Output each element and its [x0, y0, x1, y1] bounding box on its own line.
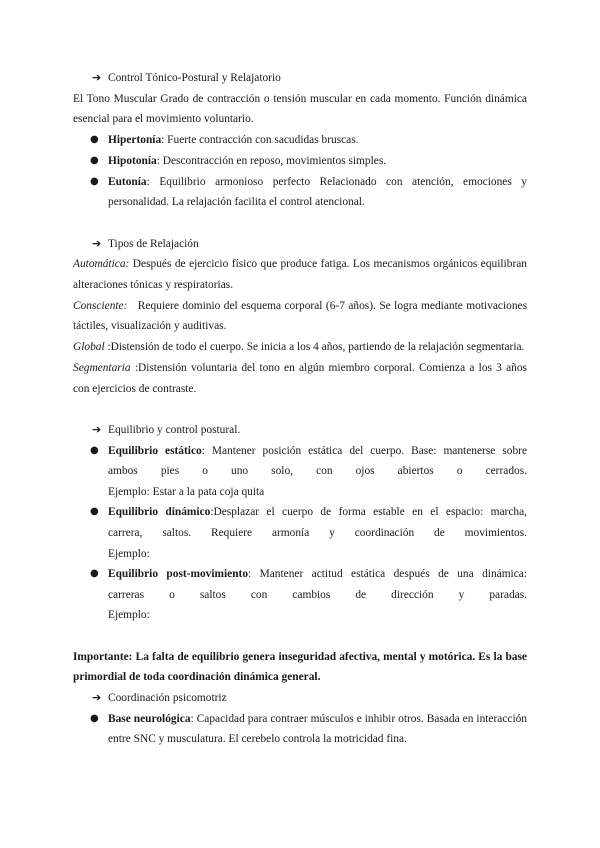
list-item-eutonia	[73, 172, 527, 213]
term: Eutonía	[108, 175, 147, 188]
item-line: carrera, saltos. Requiere armonía y coordinación de movimientos.	[108, 527, 527, 539]
type-label: Segmentaria	[73, 361, 131, 374]
bullet-icon: ●	[90, 444, 99, 456]
item-line	[108, 441, 527, 462]
item-line	[108, 564, 527, 585]
definition-line: :Desplazar el cuerpo de forma estable en el espacio: marcha,	[210, 506, 527, 519]
heading-text: Tipos de Relajación	[108, 237, 199, 250]
term: Hipotonía	[108, 154, 157, 167]
document-page	[73, 68, 530, 750]
bullet-icon: ●	[90, 506, 99, 518]
definition-line: : Mantener actitud estática después de una dinámica:	[248, 568, 527, 581]
list-item-equilibrio-dinamico	[73, 502, 527, 564]
heading-text: Control Tónico-Postural y Relajatorio	[108, 72, 281, 84]
type-label: Automática:	[73, 258, 130, 271]
section-heading-relajacion	[73, 234, 527, 255]
heading-text: Equilibrio y control postural.	[108, 423, 241, 436]
arrow-icon: ➔	[92, 236, 102, 250]
term: Equilibrio dinámico	[108, 506, 211, 519]
definition: : Descontracción en reposo, movimientos simples.	[156, 154, 387, 167]
definition-line: : Mantener posición estática del cuerpo. Base: mantenerse sobre	[201, 444, 528, 457]
important-note: Importante: La falta de equilibrio genera inseguridad afectiva, mental y motórica. Es la base primordial de toda coordinación dinámica general.	[73, 650, 527, 684]
section-heading-coordinacion	[73, 688, 527, 709]
relajacion-segmentaria	[73, 358, 527, 399]
section-heading-equilibrio	[73, 420, 527, 441]
definition: : Capacidad para contraer músculos e inhibir otros. Basada en interacción entre SNC y musculatura. El cerebelo controla la motricidad fina.	[108, 712, 528, 746]
type-label: Consciente:	[73, 299, 128, 312]
spacer	[73, 213, 527, 234]
spacer	[73, 626, 527, 647]
term: Hipertonía	[108, 134, 162, 147]
type-text: :Distensión voluntaria del tono en algún miembro corporal. Comienza a los 3 años con ejercicios de contraste.	[73, 361, 527, 395]
list-item-equilibrio-post-movimiento	[73, 564, 527, 626]
bullet-icon: ●	[90, 154, 99, 166]
item-line: carreras o saltos con cambios de dirección y paradas.	[108, 588, 527, 601]
term: Base neurológica	[108, 712, 191, 725]
bullet-icon: ●	[90, 175, 99, 187]
type-label: Global	[73, 341, 105, 354]
relajacion-consciente	[73, 296, 530, 337]
relajacion-automatica	[73, 254, 527, 295]
item-line	[108, 502, 527, 523]
definition: : Fuerte contracción con sacudidas bruscas.	[161, 134, 359, 147]
relajacion-global	[73, 337, 527, 358]
item-line: Ejemplo:	[108, 609, 150, 622]
type-text: Requiere dominio del esquema corporal (6-7 años). Se logra mediante motivaciones táctiles, visualización y auditivas.	[73, 299, 530, 333]
list-item-hipotonia	[73, 151, 527, 172]
bullet-icon: ●	[90, 712, 99, 724]
section-heading-tonico	[73, 68, 527, 89]
definition: : Equilibrio armonioso perfecto Relacionado con atención, emociones y personalidad. La relajación facilita el control atencional.	[108, 175, 527, 209]
list-item-base-neurologica	[73, 709, 527, 750]
tono-intro-paragraph: El Tono Muscular Grado de contracción o tensión muscular en cada momento. Función dinámica esencial para el movimiento voluntario.	[73, 92, 527, 126]
arrow-icon: ➔	[92, 691, 102, 705]
term: Equilibrio estático	[108, 444, 202, 457]
item-line: Ejemplo:	[108, 547, 150, 560]
bullet-icon: ●	[90, 568, 99, 580]
list-item-hipertonia	[73, 130, 527, 151]
spacer	[73, 399, 527, 420]
term: Equilibrio post-movimiento	[108, 568, 249, 581]
type-text: :Distensión de todo el cuerpo. Se inicia a los 4 años, partiendo de la relajación segmentaria.	[104, 341, 525, 354]
heading-text: Coordinación psicomotriz	[108, 692, 227, 705]
item-line: Ejemplo: Estar a la pata coja quita	[108, 485, 265, 498]
arrow-icon: ➔	[92, 422, 102, 436]
type-text: Después de ejercicio físico que produce fatiga. Los mecanismos orgánicos equilibran alteraciones tónicas y respiratorias.	[73, 258, 527, 292]
list-item-equilibrio-estatico	[73, 441, 527, 503]
bullet-icon: ●	[90, 134, 99, 146]
item-line: ambos pies o uno solo, con ojos abiertos o cerrados.	[108, 465, 527, 478]
arrow-icon: ➔	[92, 71, 102, 84]
